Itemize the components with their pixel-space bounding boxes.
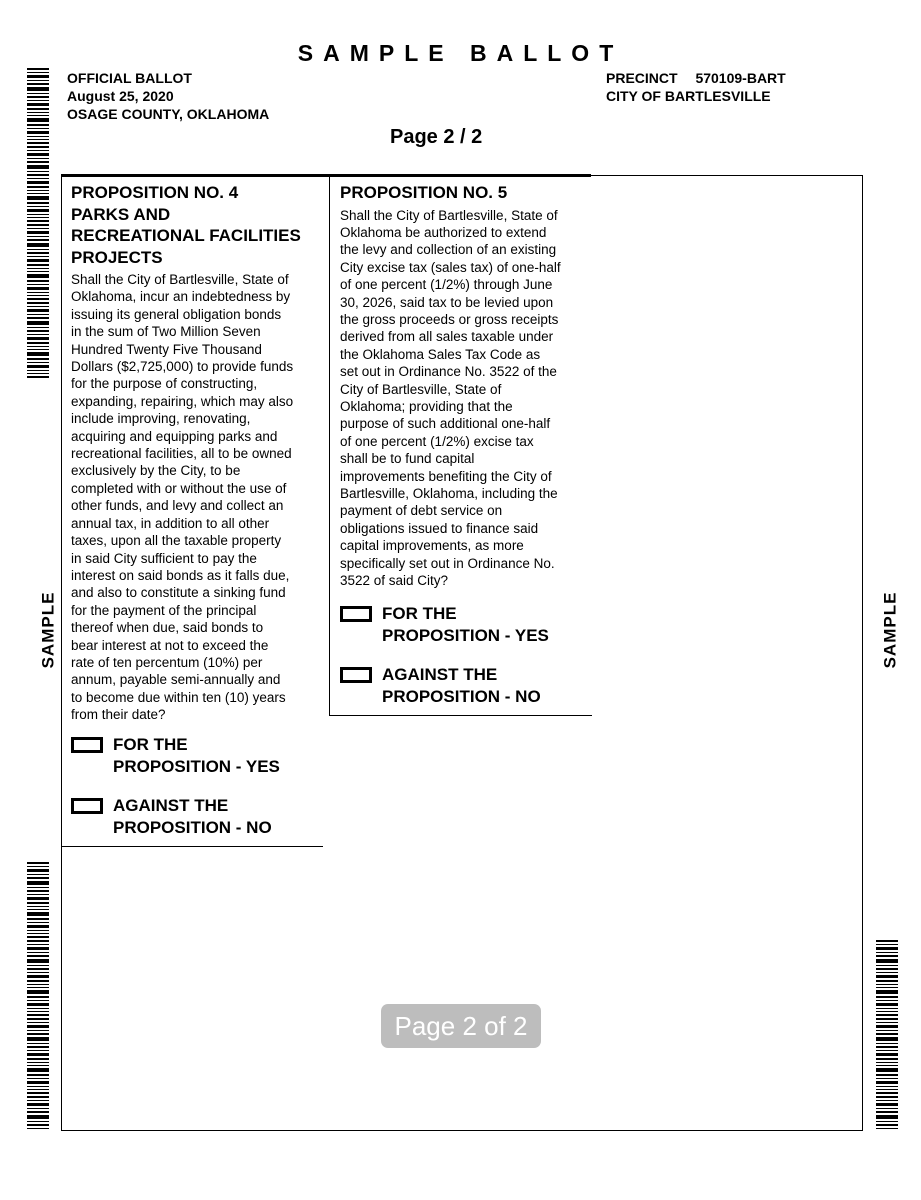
barcode-bar	[27, 1115, 49, 1119]
barcode-bar	[27, 1003, 49, 1006]
text-line: acquiring and equipping parks and	[71, 428, 278, 444]
text-line: of one percent (1/2%) through June	[340, 277, 553, 293]
barcode-bar	[876, 1003, 898, 1006]
barcode-bar	[27, 321, 49, 325]
barcode-bar	[27, 912, 49, 916]
barcode-bar	[27, 256, 49, 257]
text-line: Hundred Twenty Five Thousand	[71, 341, 262, 357]
barcode-right-bottom	[876, 940, 898, 1131]
barcode-bar	[27, 975, 49, 978]
vote-oval-no[interactable]	[71, 798, 103, 814]
text-line: interest on said bonds as it falls due,	[71, 567, 290, 583]
barcode-bar	[27, 118, 49, 122]
barcode-bar	[27, 259, 49, 262]
barcode-bar	[27, 952, 49, 953]
barcode-bar	[27, 1000, 49, 1001]
barcode-bar	[876, 975, 898, 978]
barcode-bar	[876, 1124, 898, 1126]
text-line: 30, 2026, said tax to be levied upon	[340, 294, 554, 310]
barcode-bar	[27, 252, 49, 254]
text-line: annual tax, in addition to all other	[71, 515, 270, 531]
barcode-bar	[876, 944, 898, 945]
barcode-bar	[27, 1103, 49, 1106]
barcode-bar	[876, 1103, 898, 1106]
barcode-bar	[27, 1030, 49, 1031]
barcode-bar	[27, 940, 49, 942]
barcode-bar	[27, 376, 49, 378]
barcode-bar	[27, 980, 49, 982]
text-line: City of Bartlesville, State of	[340, 381, 502, 397]
text-line: for the payment of the principal	[71, 602, 257, 618]
barcode-bar	[27, 1037, 49, 1041]
sample-side-label-left: SAMPLE	[38, 591, 58, 669]
barcode-bar	[27, 349, 49, 350]
ballot-header-left	[67, 69, 269, 123]
barcode-left-bottom	[27, 862, 49, 1131]
barcode-bar	[27, 869, 49, 872]
proposition-4	[61, 176, 323, 847]
barcode-bar	[876, 955, 898, 957]
barcode-bar	[27, 947, 49, 950]
barcode-bar	[27, 365, 49, 368]
barcode-bar	[27, 1018, 49, 1020]
barcode-bar	[27, 314, 49, 315]
choice-line: FOR THE	[113, 735, 188, 754]
barcode-bar	[876, 1033, 898, 1035]
barcode-bar	[876, 1111, 898, 1113]
barcode-bar	[27, 352, 49, 356]
barcode-bar	[876, 1030, 898, 1031]
barcode-bar	[27, 1058, 49, 1060]
barcode-bar	[876, 1046, 898, 1048]
text-line: of one percent (1/2%) excise tax	[340, 433, 534, 449]
no-label	[382, 664, 541, 707]
city-label: CITY OF BARTLESVILLE	[606, 88, 771, 104]
barcode-bar	[27, 112, 49, 113]
barcode-bar	[27, 346, 49, 347]
barcode-bar	[27, 936, 49, 938]
barcode-bar	[27, 217, 49, 218]
text-line: completed with or without the use of	[71, 480, 287, 496]
text-line: City excise tax (sales tax) of one-half	[340, 259, 561, 275]
barcode-bar	[27, 295, 49, 296]
barcode-bar	[27, 202, 49, 204]
text-line: improvements benefiting the City of	[340, 468, 552, 484]
barcode-bar	[27, 206, 49, 207]
choice-line: AGAINST THE	[113, 796, 229, 815]
text-line: capital improvements, as more	[340, 538, 524, 554]
text-line: Oklahoma, incur an indebtedness by	[71, 289, 291, 305]
barcode-bar	[876, 1037, 898, 1041]
barcode-bar	[27, 909, 49, 910]
barcode-bar	[876, 1011, 898, 1012]
barcode-bar	[876, 1115, 898, 1119]
barcode-bar	[27, 987, 49, 988]
barcode-bar	[27, 1046, 49, 1048]
barcode-bar	[27, 887, 49, 888]
proposition-5-title	[340, 182, 592, 204]
barcode-bar	[27, 317, 49, 319]
barcode-bar	[876, 1053, 898, 1056]
barcode-bar	[27, 327, 49, 328]
text-line: the Oklahoma Sales Tax Code as	[340, 346, 541, 362]
title-line: PROPOSITION NO. 5	[340, 183, 508, 202]
barcode-bar	[27, 108, 49, 110]
proposition-5	[329, 176, 592, 716]
proposition-4-title	[71, 182, 323, 268]
choice-line: PROPOSITION - NO	[113, 817, 272, 837]
page-watermark: Page 2 of 2	[381, 1004, 541, 1048]
barcode-bar	[27, 165, 49, 169]
barcode-bar	[27, 902, 49, 904]
barcode-bar	[876, 996, 898, 998]
text-line: specifically set out in Ordinance No.	[340, 555, 555, 571]
barcode-bar	[27, 930, 49, 931]
barcode-bar	[27, 284, 49, 285]
barcode-bar	[876, 1058, 898, 1060]
barcode-bar	[27, 302, 49, 304]
barcode-bar	[27, 214, 49, 215]
barcode-bar	[876, 1092, 898, 1094]
barcode-bar	[876, 1100, 898, 1101]
barcode-bar	[27, 862, 49, 864]
barcode-bar	[27, 236, 49, 237]
ballot-header-right	[606, 69, 786, 105]
barcode-bar	[27, 373, 49, 374]
official-ballot-label: OFFICIAL BALLOT	[67, 70, 192, 86]
barcode-bar	[27, 1108, 49, 1109]
proposition-4-text	[71, 271, 323, 724]
barcode-bar	[27, 1111, 49, 1113]
text-line: Bartlesville, Oklahoma, including the	[340, 486, 558, 501]
text-line: Oklahoma be authorized to extend	[340, 224, 547, 240]
barcode-bar	[27, 178, 49, 179]
barcode-bar	[27, 153, 49, 156]
text-line: to become due within ten (10) years	[71, 689, 286, 705]
barcode-bar	[876, 1025, 898, 1028]
barcode-bar	[27, 93, 49, 94]
text-line: rate of ten percentum (10%) per	[71, 654, 263, 670]
barcode-bar	[27, 337, 49, 340]
barcode-bar	[27, 955, 49, 957]
text-line: Dollars ($2,725,000) to provide funds	[71, 359, 294, 375]
title-line: PARKS AND	[71, 204, 171, 224]
barcode-bar	[876, 1081, 898, 1084]
barcode-bar	[27, 990, 49, 994]
barcode-bar	[27, 87, 49, 91]
barcode-bar	[876, 1050, 898, 1051]
barcode-bar	[27, 890, 49, 892]
barcode-bar	[27, 1121, 49, 1122]
barcode-bar	[27, 1053, 49, 1056]
barcode-bar	[27, 287, 49, 290]
title-line: PROJECTS	[71, 247, 163, 267]
barcode-bar	[27, 925, 49, 928]
barcode-bar	[27, 209, 49, 212]
barcode-bar	[27, 881, 49, 885]
text-line: in the sum of Two Million Seven	[71, 324, 261, 340]
barcode-bar	[27, 96, 49, 98]
barcode-bar	[876, 1128, 898, 1129]
barcode-bar	[27, 268, 49, 269]
barcode-bar	[27, 968, 49, 970]
text-line: expanding, repairing, which may also	[71, 393, 294, 409]
barcode-bar	[27, 150, 49, 151]
title-line: RECREATIONAL FACILITIES	[71, 226, 301, 245]
barcode-bar	[27, 274, 49, 278]
election-date: August 25, 2020	[67, 88, 174, 104]
precinct-label: PRECINCT 570109-BART	[606, 70, 786, 86]
no-label	[113, 795, 272, 838]
barcode-bar	[27, 1096, 49, 1098]
barcode-bar	[27, 358, 49, 360]
barcode-bar	[27, 1011, 49, 1012]
barcode-bar	[27, 249, 49, 250]
barcode-bar	[27, 161, 49, 163]
barcode-bar	[27, 136, 49, 137]
text-line: shall be to fund capital	[340, 451, 475, 467]
frame-top-border-right	[591, 175, 862, 176]
barcode-bar	[876, 1062, 898, 1063]
barcode-bar	[27, 186, 49, 188]
text-line: thereof when due, said bonds to	[71, 620, 264, 636]
barcode-bar	[27, 944, 49, 945]
barcode-bar	[27, 271, 49, 272]
barcode-bar	[876, 1074, 898, 1076]
barcode-bar	[27, 1086, 49, 1087]
barcode-bar	[27, 933, 49, 934]
barcode-bar	[27, 131, 49, 134]
choice-line: PROPOSITION - YES	[113, 756, 280, 776]
barcode-bar	[27, 1068, 49, 1072]
barcode-bar	[27, 142, 49, 144]
text-line: purpose of such additional one-half	[340, 416, 551, 432]
barcode-bar	[876, 947, 898, 950]
barcode-bar	[27, 330, 49, 332]
barcode-bar	[27, 139, 49, 140]
barcode-bar	[27, 264, 49, 266]
yes-label	[382, 603, 549, 646]
choice-line: PROPOSITION - NO	[382, 686, 541, 706]
barcode-bar	[27, 146, 49, 148]
barcode-bar	[27, 298, 49, 300]
barcode-bar	[27, 984, 49, 985]
barcode-bar	[27, 68, 49, 70]
text-line: Oklahoma; providing that the	[340, 398, 513, 414]
text-line: set out in Ordinance No. 3522 of the	[340, 364, 557, 380]
text-line: payment of debt service on	[340, 503, 503, 519]
yes-label	[113, 734, 280, 777]
barcode-bar	[27, 972, 49, 973]
barcode-bar	[27, 1100, 49, 1101]
barcode-bar	[27, 894, 49, 895]
barcode-bar	[27, 1128, 49, 1129]
barcode-bar	[876, 1108, 898, 1109]
barcode-bar	[27, 1065, 49, 1066]
barcode-bar	[27, 370, 49, 371]
barcode-bar	[27, 243, 49, 247]
barcode-bar	[876, 940, 898, 942]
barcode-bar	[876, 1043, 898, 1044]
barcode-bar	[876, 952, 898, 953]
barcode-bar	[876, 1022, 898, 1023]
text-line: issuing its general obligation bonds	[71, 306, 282, 322]
vote-oval-yes[interactable]	[71, 737, 103, 753]
barcode-bar	[27, 877, 49, 879]
barcode-bar	[876, 968, 898, 970]
barcode-bar	[876, 1008, 898, 1009]
barcode-bar	[27, 193, 49, 194]
barcode-bar	[876, 959, 898, 963]
barcode-bar	[27, 1092, 49, 1094]
barcode-bar	[876, 1086, 898, 1087]
barcode-bar	[27, 1008, 49, 1009]
barcode-bar	[876, 1089, 898, 1090]
barcode-bar	[27, 171, 49, 172]
barcode-bar	[27, 220, 49, 222]
barcode-bar	[876, 984, 898, 985]
barcode-bar	[876, 965, 898, 966]
barcode-bar	[27, 239, 49, 241]
text-line: bear interest at not to exceed the	[71, 637, 269, 653]
barcode-bar	[27, 1050, 49, 1051]
text-line: from their date?	[71, 707, 166, 723]
barcode-bar	[27, 866, 49, 867]
barcode-bar	[27, 72, 49, 73]
ballot-title: SAMPLE BALLOT	[297, 40, 624, 66]
barcode-bar	[27, 342, 49, 344]
text-line: the levy and collection of an existing	[340, 242, 557, 258]
barcode-bar	[27, 959, 49, 963]
barcode-bar	[27, 362, 49, 363]
vote-oval-no[interactable]	[340, 667, 372, 683]
text-line: derived from all sales taxable under	[340, 329, 554, 345]
barcode-bar	[876, 1096, 898, 1098]
text-line: for the purpose of constructing,	[71, 376, 258, 392]
title-line: PROPOSITION NO. 4	[71, 183, 239, 202]
choice-line: AGAINST THE	[382, 665, 498, 684]
barcode-bar	[27, 334, 49, 335]
barcode-bar	[27, 1124, 49, 1126]
barcode-bar	[27, 897, 49, 900]
barcode-bar	[27, 174, 49, 176]
barcode-bar	[27, 80, 49, 81]
barcode-bar	[876, 990, 898, 994]
text-line: include improving, renovating,	[71, 411, 251, 427]
barcode-bar	[27, 196, 49, 200]
barcode-bar	[876, 1068, 898, 1072]
barcode-bar	[27, 1074, 49, 1076]
text-line: other funds, and levy and collect an	[71, 498, 284, 514]
barcode-bar	[27, 874, 49, 875]
page-indicator: Page 2 / 2	[390, 126, 483, 148]
barcode-bar	[27, 103, 49, 106]
barcode-bar	[27, 158, 49, 159]
text-line: and also to constitute a sinking fund	[71, 585, 286, 601]
vote-oval-yes[interactable]	[340, 606, 372, 622]
barcode-bar	[876, 1121, 898, 1122]
barcode-bar	[27, 1022, 49, 1023]
text-line: 3522 of said City?	[340, 573, 449, 589]
barcode-bar	[27, 181, 49, 184]
barcode-bar	[27, 1081, 49, 1084]
barcode-bar	[27, 280, 49, 282]
barcode-bar	[27, 231, 49, 234]
barcode-bar	[27, 918, 49, 920]
text-line: Shall the City of Bartlesville, State of	[340, 207, 558, 223]
text-line: taxes, upon all the taxable property	[71, 533, 282, 549]
barcode-bar	[27, 906, 49, 907]
proposition-5-text	[340, 207, 592, 590]
barcode-bar	[876, 987, 898, 988]
barcode-bar	[27, 996, 49, 998]
barcode-bar	[27, 83, 49, 85]
barcode-bar	[27, 124, 49, 126]
barcode-bar	[27, 1062, 49, 1063]
sample-side-label-right: SAMPLE	[880, 591, 900, 669]
barcode-bar	[27, 306, 49, 307]
barcode-bar	[27, 115, 49, 116]
choice-line: FOR THE	[382, 604, 457, 623]
text-line: recreational facilities, all to be owned	[71, 446, 292, 462]
barcode-bar	[27, 128, 49, 129]
barcode-bar	[876, 972, 898, 973]
barcode-bar	[27, 922, 49, 923]
text-line: obligations issued to finance said	[340, 520, 539, 536]
barcode-bar	[27, 292, 49, 293]
barcode-bar	[27, 1033, 49, 1035]
choice-line: PROPOSITION - YES	[382, 625, 549, 645]
barcode-bar	[27, 1043, 49, 1044]
text-line: the gross proceeds or gross receipts	[340, 311, 559, 327]
barcode-bar	[27, 190, 49, 191]
barcode-bar	[876, 1065, 898, 1066]
barcode-bar	[27, 75, 49, 78]
text-line: Shall the City of Bartlesville, State of	[71, 272, 289, 287]
barcode-bar	[27, 100, 49, 101]
barcode-bar	[27, 224, 49, 226]
barcode-bar	[27, 228, 49, 229]
barcode-bar	[876, 1000, 898, 1001]
text-line: exclusively by the City, to be	[71, 463, 241, 479]
barcode-bar	[27, 309, 49, 312]
barcode-bar	[876, 980, 898, 982]
barcode-bar	[27, 1025, 49, 1028]
county-label: OSAGE COUNTY, OKLAHOMA	[67, 106, 270, 122]
text-line: annum, payable semi-annually and	[71, 672, 281, 688]
barcode-bar	[27, 1078, 49, 1079]
barcode-bar	[876, 1014, 898, 1016]
barcode-bar	[27, 965, 49, 966]
text-line: in said City sufficient to pay the	[71, 550, 257, 566]
barcode-bar	[876, 1018, 898, 1020]
barcode-bar	[27, 1089, 49, 1090]
barcode-bar	[27, 1014, 49, 1016]
barcode-left-top	[27, 68, 49, 380]
barcode-bar	[876, 1078, 898, 1079]
